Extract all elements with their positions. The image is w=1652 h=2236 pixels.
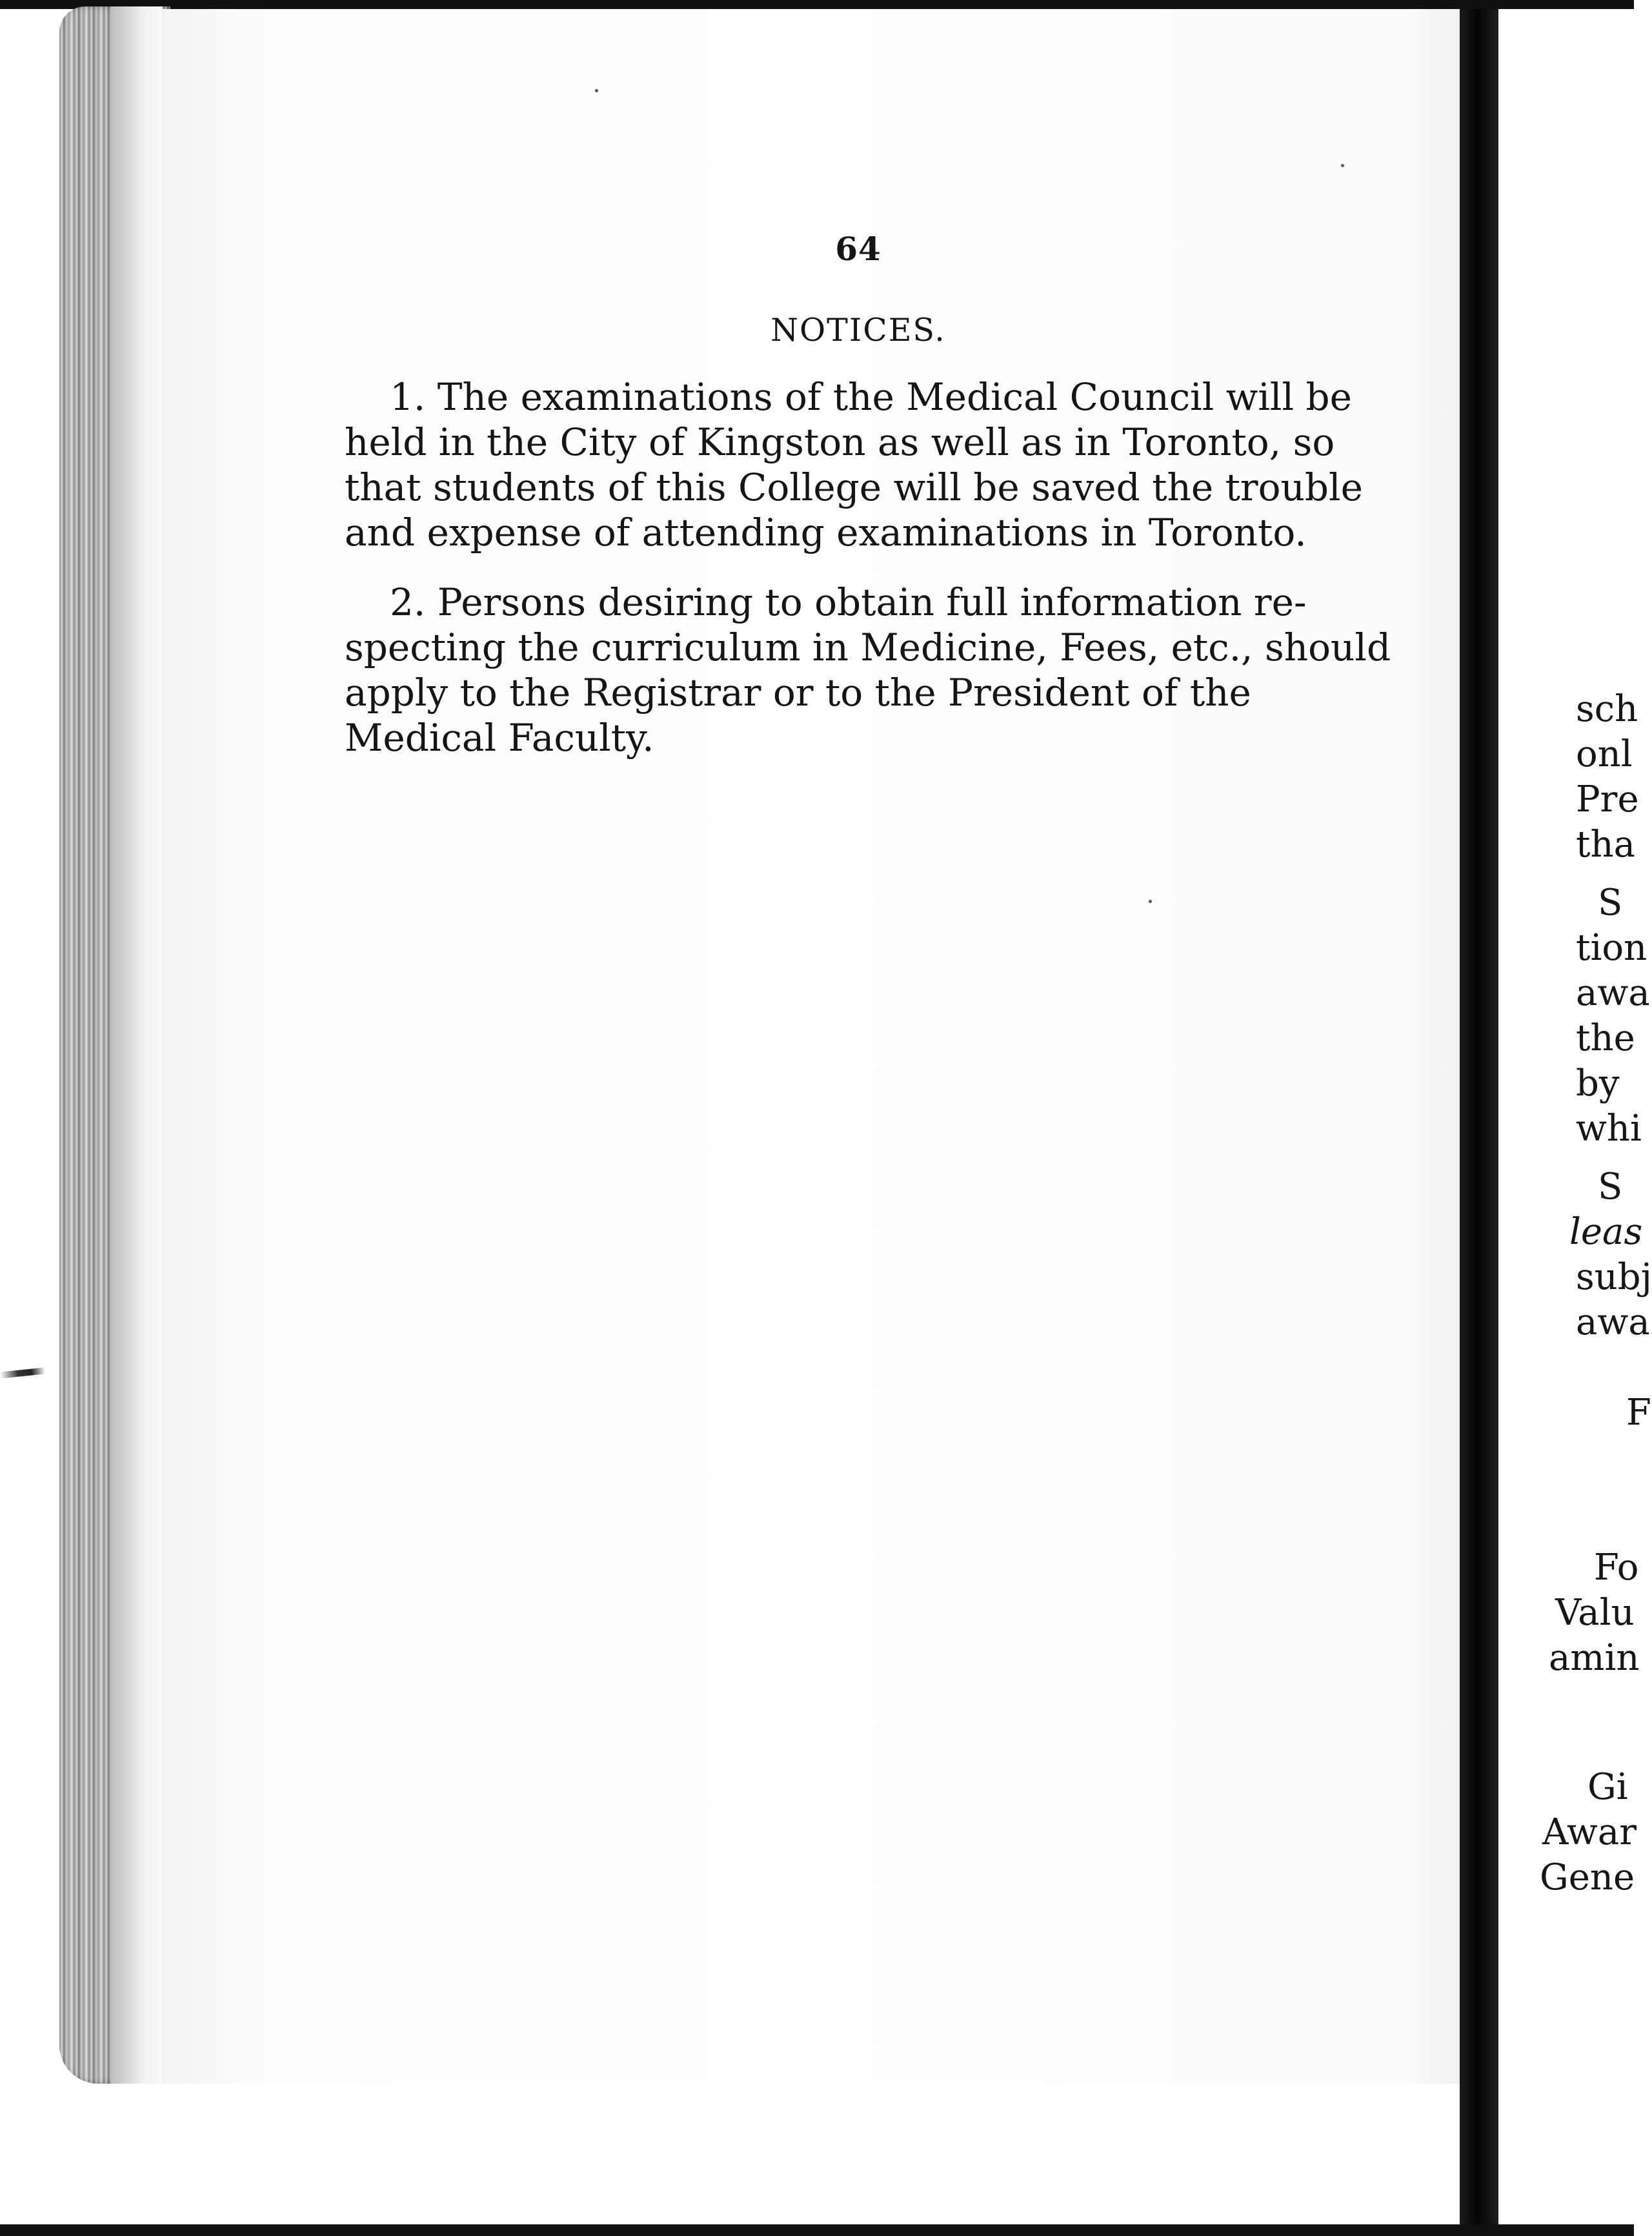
scan-speck (1149, 900, 1152, 903)
right-page-fragment: amin (1549, 1637, 1640, 1679)
text-line: apply to the Registrar or to the President of the (345, 671, 1251, 715)
scan-bottom-border (0, 2224, 1634, 2236)
right-page-fragment: Gene (1540, 1856, 1635, 1898)
right-page-fragment: Valu (1555, 1592, 1635, 1634)
right-page-fragment: S (1598, 882, 1623, 924)
text-line: 2. Persons desiring to obtain full information re- (390, 580, 1307, 624)
right-page-fragment: subj (1576, 1256, 1652, 1298)
right-page-fragment: Pre (1576, 778, 1639, 820)
page-number: 64 (835, 230, 881, 268)
right-page-fragment: tha (1576, 824, 1635, 866)
scan-top-border (0, 0, 1634, 9)
right-page-fragment: Gi (1587, 1766, 1628, 1808)
right-page-fragment: whi (1576, 1108, 1642, 1150)
right-page-fragment: onl (1576, 733, 1633, 775)
text-line: that students of this College will be saved the trouble (345, 465, 1363, 509)
page-edge-shadow (111, 6, 163, 2084)
right-page-fragment: awa (1576, 972, 1650, 1014)
notice-paragraph-2 (345, 580, 1391, 760)
scan-speck (595, 89, 598, 92)
right-page-fragment: by (1576, 1062, 1620, 1104)
scan-speck (1341, 164, 1344, 167)
notice-paragraph-1 (345, 374, 1371, 555)
right-page-fragment: Awar (1542, 1811, 1637, 1853)
book-gutter (1460, 9, 1498, 2230)
text-line: Medical Faculty. (345, 716, 654, 760)
right-page-fragment: awa (1576, 1301, 1650, 1343)
right-page-fragment: Fo (1594, 1547, 1639, 1589)
right-page-fragment: the (1576, 1017, 1635, 1059)
right-page-fragment: S (1598, 1166, 1623, 1208)
right-page-fragment: tion (1576, 927, 1647, 969)
text-line: held in the City of Kingston as well as in Toronto, so (345, 420, 1335, 464)
right-page-fragment: sch (1576, 688, 1638, 730)
text-line: and expense of attending examinations in Toronto. (345, 511, 1307, 554)
scan-artifact (0, 1367, 45, 1378)
text-line: specting the curriculum in Medicine, Fees, etc., should (345, 625, 1391, 669)
right-page-fragment: leas (1569, 1211, 1643, 1253)
text-line: 1. The examinations of the Medical Council will be (390, 375, 1352, 419)
right-page-fragment: F (1626, 1392, 1651, 1434)
section-heading: NOTICES. (771, 312, 946, 349)
